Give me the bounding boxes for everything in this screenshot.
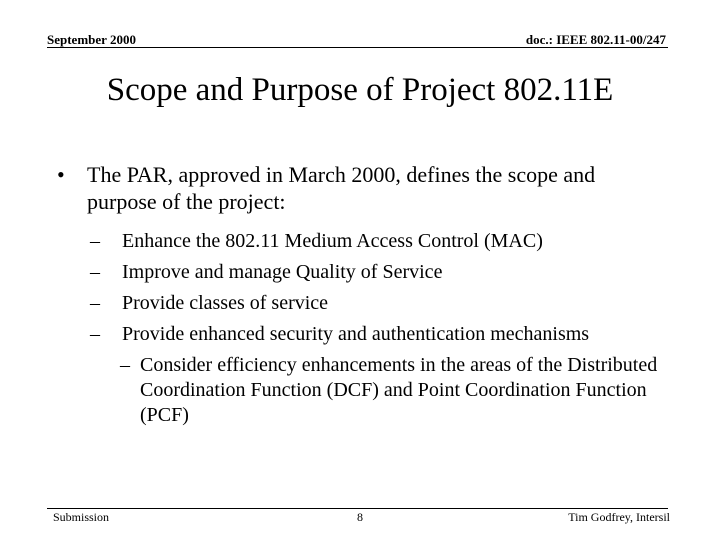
sub-item-text: Provide enhanced security and authentication mechanisms <box>122 323 590 345</box>
main-bullet <box>57 161 697 215</box>
dash-mark: – <box>120 354 130 376</box>
dash-mark: – <box>90 230 100 252</box>
header-date: September 2000 <box>47 32 136 47</box>
slide-title: Scope and Purpose of Project 802.11E <box>106 72 614 108</box>
sub-item <box>120 353 697 428</box>
footer-rule <box>47 508 668 509</box>
footer-submission: Submission <box>53 510 110 524</box>
header-rule <box>47 47 668 48</box>
sub-item <box>90 291 697 316</box>
header-doc-id: doc.: IEEE 802.11-00/247 <box>525 32 666 47</box>
sub-item-text: Enhance the 802.11 Medium Access Control (MAC) <box>122 230 543 252</box>
sub-item-text: Improve and manage Quality of Service <box>122 261 443 283</box>
dash-mark: – <box>90 261 100 283</box>
sub-item <box>90 260 697 285</box>
footer-author: Tim Godfrey, Intersil <box>568 510 670 524</box>
sub-item-text: Provide classes of service <box>122 292 329 314</box>
dash-mark: – <box>90 323 100 345</box>
sub-item <box>90 229 697 254</box>
sub-list <box>57 229 697 428</box>
sub-item-text: Consider efficiency enhancements in the areas of the Distributed Coordination Function (DCF) and Point Coordination Function (PCF) <box>140 354 658 426</box>
slide-body <box>57 161 697 434</box>
footer-page-number: 8 <box>357 510 363 524</box>
dash-mark: – <box>90 292 100 314</box>
bullet-mark: • <box>57 162 65 187</box>
sub-item <box>90 322 697 347</box>
main-bullet-text: The PAR, approved in March 2000, defines the scope and purpose of the project: <box>87 162 596 214</box>
